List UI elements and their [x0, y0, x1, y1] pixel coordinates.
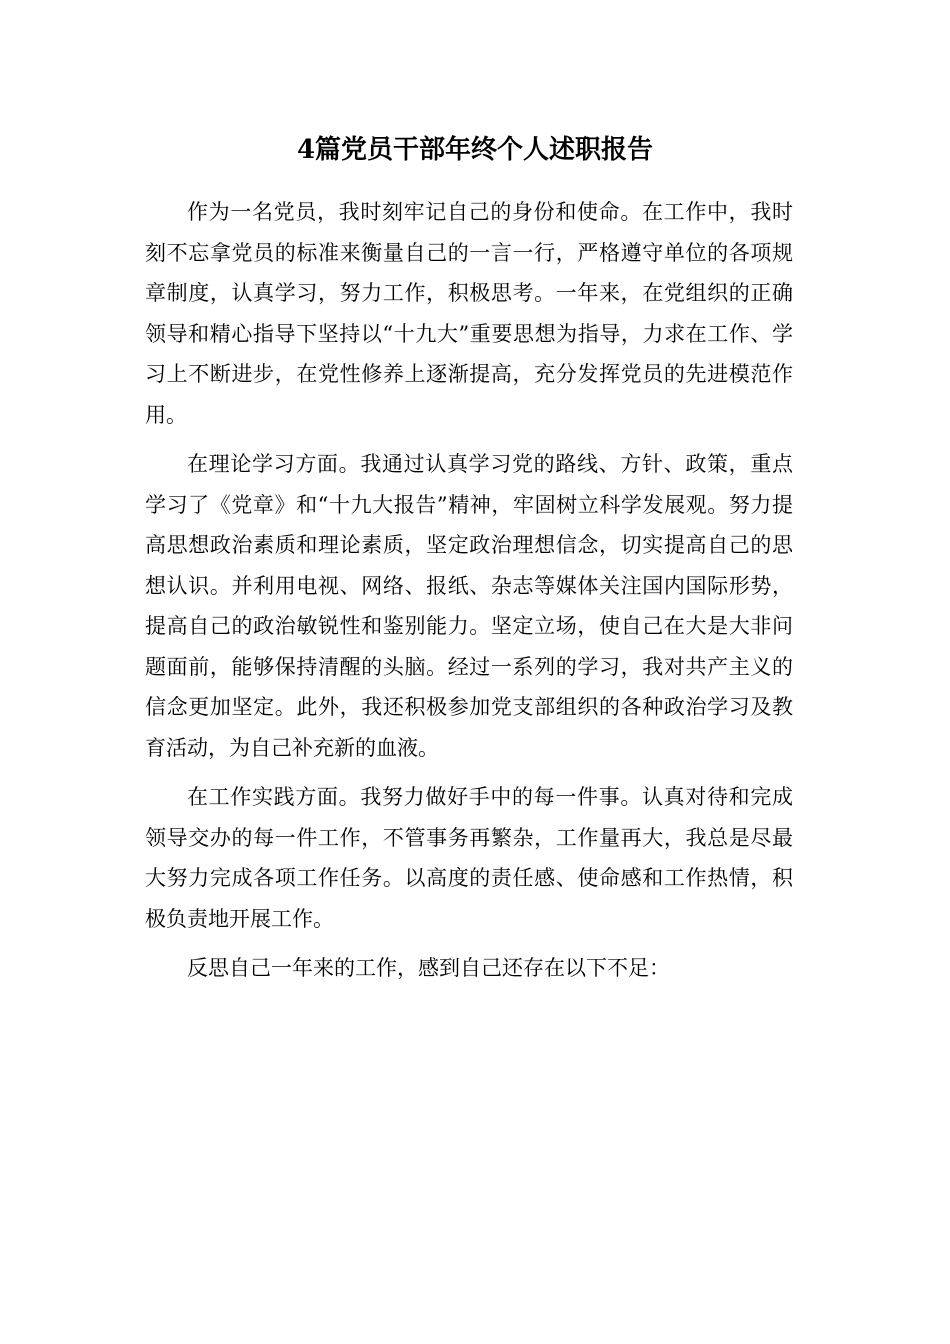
- document-body: [145, 192, 793, 998]
- paragraph-reflection: 反思自己一年来的工作，感到自己还存在以下不足：: [187, 956, 670, 980]
- document-title: 4篇党员干部年终个人述职报告: [296, 135, 654, 165]
- paragraph-theory-study: 在理论学习方面。我通过认真学习党的路线、方针、政策，重点学习了《党章》和“十九大报告”精神，牢固树立科学发展观。努力提高思想政治素质和理论素质，坚定政治理想信念，切实提高自己的思想认识。并利用电视、网络、报纸、杂志等媒体关注国内国际形势，提高自己的政治敏锐性和鉴别能力。坚定立场，使自己在大是大非问题面前，能够保持清醒的头脑。经过一系列的学习，我对共产主义的信念更加坚定。此外，我还积极参加党支部组织的各种政治学习及教育活动，为自己补充新的血液。: [145, 452, 793, 760]
- paragraph-intro: 作为一名党员，我时刻牢记自己的身份和使命。在工作中，我时刻不忘拿党员的标准来衡量自己的一言一行，严格遵守单位的各项规章制度，认真学习，努力工作，积极思考。一年来，在党组织的正确领导和精心指导下坚持以“十九大”重要思想为指导，力求在工作、学习上不断进步，在党性修养上逐渐提高，充分发挥党员的先进模范作用。: [145, 200, 793, 427]
- paragraph-work-practice: 在工作实践方面。我努力做好手中的每一件事。认真对待和完成领导交办的每一件工作，不管事务再繁杂，工作量再大，我总是尽最大努力完成各项工作任务。以高度的责任感、使命感和工作热情，积极负责地开展工作。: [145, 785, 793, 931]
